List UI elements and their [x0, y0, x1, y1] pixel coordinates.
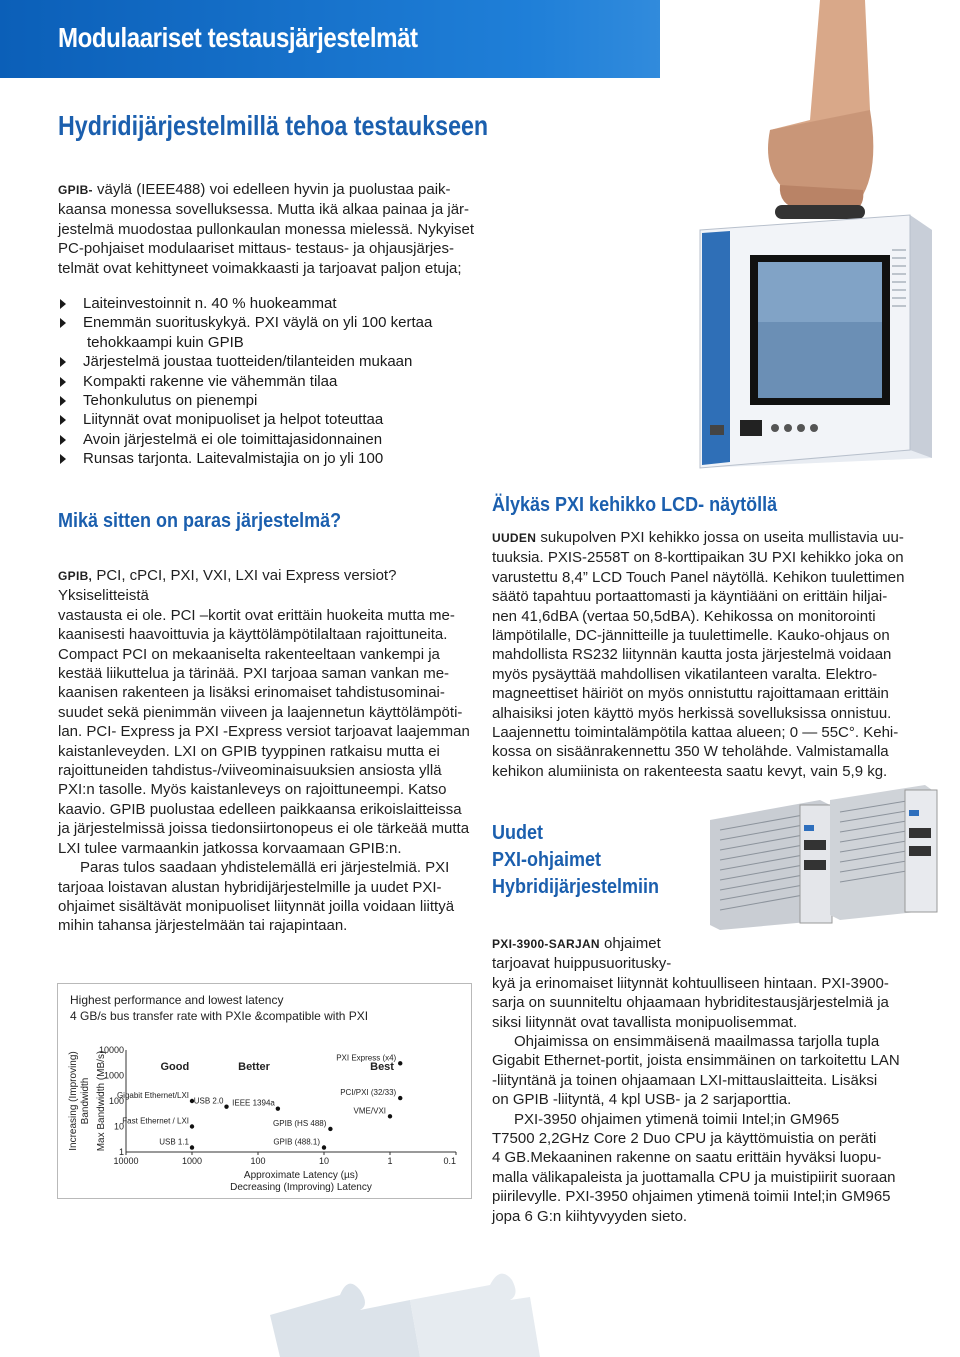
- section4-body: [492, 934, 912, 1226]
- arrow-right-icon: [60, 377, 66, 387]
- y-tick-label: 10: [113, 1121, 124, 1132]
- x-axis-label: Approximate Latency (µs): [243, 1170, 359, 1181]
- y-tick-label: 1: [118, 1147, 124, 1157]
- region-label: Best: [370, 1061, 394, 1073]
- data-point: [398, 1096, 402, 1100]
- data-point: [328, 1127, 332, 1131]
- data-point: [276, 1106, 280, 1110]
- point-label: PXI Express (x4): [336, 1053, 397, 1063]
- intro-lead: GPIB-: [58, 183, 93, 197]
- list-item: Enemmän suorituskykyä. PXI väylä on yli 100 kertaa tehokkaampi kuin GPIB: [58, 313, 498, 352]
- point-label: GPIB (488.1): [273, 1137, 320, 1147]
- x-tick-label: 100: [250, 1156, 266, 1166]
- region-label: Better: [238, 1061, 270, 1073]
- puzzle-decoration: [260, 1255, 540, 1357]
- point-label: USB 2.0: [193, 1096, 224, 1106]
- page-title: Modulaariset testausjärjestelmät: [58, 22, 418, 53]
- point-label: PCI/PXI (32/33): [340, 1088, 397, 1098]
- pxi-controllers-photo: [700, 780, 950, 930]
- y-axis-label-tertiary: Increasing (Improving): [68, 1051, 79, 1151]
- chart-svg: [58, 984, 471, 1198]
- y-tick-label: 1000: [103, 1070, 124, 1081]
- x-tick-label: 10000: [113, 1156, 139, 1166]
- point-label: Fast Ethernet / LXI: [122, 1116, 189, 1126]
- section4-paragraph: PXI-3900-SARJAN ohjaimet tarjoavat huippusuoritusky- kyä ja erinomaiset liitynnät kohtuulliseen hintaan. PXI-3900- sarja on suunniteltu ohjaamaan hybriditestausjärjestelmiä ja siksi liitynnät ovat tavallista monipuolisemmat. Ohjaimissa on ensimmäisenä maailmassa tarjolla tupla Gigabit Ethernet-portit, joista ensimmäinen on tarkoitettu LAN -liityntänä ja toinen ohjaamaan LXI-mittauslaitteita. Lisäksi on GPIB -liityntä, 4 kpl USB- ja 2 sarjaporttia. PXI-3950 ohjaimen ytimenä toimii Intel;in GM965 T7500 2,2GHz Core 2 Duo CPU ja käyttömuistia on peräti 4 GB.Mekaaninen rakenne on saatu erittäin hyväksi luopu- malla välikapaleista ja juottamalla CPU ja muistipiirit suoraan piirilevylle. PXI-3950 ohjaimen ytimenä toimii Intel;in GM965 jopa 6 G:n kiihtyvyyden sieto.: [492, 935, 900, 1225]
- chassis-photo: [660, 0, 960, 478]
- list-item: Liitynnät ovat monipuoliset ja helpot toteuttaa: [58, 410, 498, 429]
- arrow-right-icon: [60, 454, 66, 464]
- section3-heading: Älykäs PXI kehikko LCD- näytöllä: [492, 494, 778, 516]
- section3-paragraph: UUDEN sukupolven PXI kehikko jossa on useita mullistavia uu- tuuksia. PXIS-2558T on 8-korttipaikan 3U PXI kehikko joka on varustettu 8,4” LCD Touch Panel näytöllä. Kehikon tuulettimen säätö tapahtuu portaattomasti ja käyntiääni on erittäin hiljai- nen 41,6dBA (vertaa 50,5dBA). Kehikossa on monitorointi lämpötilalle, DC-jännitteille ja tuulettimelle. Kauko-ohjaus on mahdollista RS232 liitynnän kautta josta järjestelmä voidaan myös pysäyttää mahdollisen vikatilanteen varalta. Elektro- magneettiset häiriöt on myös onnistuttu rajoittamaan erittäin alhaisiksi joten käyttö myös herkissä sovelluksissa onnistuu. Laajennettu toimintalämpötila kattaa alueen; 0 — 55C°. Kehi- kossa on sisäänrakennettu 350 W teholähde. Valmistamalla kehikon alumiinista on rakenteesta saatu kevyt, vain 5,9 kg.: [492, 529, 905, 780]
- arrow-right-icon: [60, 415, 66, 425]
- section3-body: [492, 528, 907, 781]
- region-label: Good: [160, 1061, 190, 1073]
- section4-heading: Uudet PXI-ohjaimet Hybridijärjestelmiin: [492, 822, 660, 898]
- list-item: Järjestelmä joustaa tuotteiden/tilanteiden mukaan: [58, 352, 498, 371]
- data-point: [398, 1061, 402, 1065]
- chassis-illustration: [660, 0, 960, 478]
- section2-body: [58, 566, 473, 936]
- y-axis-label-secondary: Bandwidth: [80, 1077, 91, 1125]
- benefits-list: [58, 294, 498, 469]
- point-label: Gigabit Ethernet/LXI: [116, 1091, 189, 1100]
- section2-paragraph: GPIB, PCI, cPCI, PXI, VXI, LXI vai Express versiot? Yksiselitteistä vastausta ei ole. PCI –kortit ovat erittäin huokeita mutta me- kaanisesti haavoittuvia ja käyttölämpötilaltaan rajoittuneita. Compact PCI on mekaaniselta rakenteeltaan vankempi ja kestää liikuttelua ja tärinää. PXI tarjoaa saman vankan me- kaanisen rakenteen ja lisäksi erinomaiset tahdistusominai- suudet sekä pienimmän viiveen ja laajennetun käyttölämpöti- lan. PCI- Express ja PXI -Express versiot tarjoavat laajemman kaistanleveyden. LXI on GPIB tyyppinen ratkaisu mutta ei rajoittuneiden tahdistus-/viiveominaisuuksien ansiosta yllä PXI:n tasolle. Myös kaistanleveys on rajoittuneempi. Katso kaavio. GPIB puolustaa edelleen paikkaansa erikoislaitteissa ja järjestelmissä joissa tiedonsiirtonopeus ei ole tärkeää mutta LXI tulee varmaankin jatkossa korvaamaan GPIB:n. Paras tulos saadaan yhdistelemällä eri järjestelmiä. PXI tarjoaa loistavan alustan hybridijärjestelmille ja uudet PXI- ohjaimet sisältävät monipuoliset liitynnät joilla voidaan liittyä mihin tahansa järjestelmään tai rajapintaan.: [58, 567, 470, 935]
- list-item: Runsas tarjonta. Laitevalmistajia on jo yli 100: [58, 449, 498, 468]
- list-item: Avoin järjestelmä ei ole toimittajasidonnainen: [58, 430, 498, 449]
- data-point: [224, 1104, 228, 1108]
- list-item: Tehonkulutus on pienempi: [58, 391, 498, 410]
- data-point: [190, 1145, 194, 1149]
- arrow-right-icon: [60, 396, 66, 406]
- section2-heading: Mikä sitten on paras järjestelmä?: [58, 510, 342, 532]
- data-point: [388, 1114, 392, 1118]
- data-point: [190, 1099, 194, 1103]
- x-tick-label: 10: [318, 1156, 330, 1166]
- y-tick-label: 100: [108, 1096, 124, 1106]
- chart-subtitle: 4 GB/s bus transfer rate with PXIe &compatible with PXI: [70, 1009, 369, 1023]
- latency-bandwidth-chart: [57, 983, 472, 1199]
- point-label: GPIB (HS 488): [273, 1118, 327, 1128]
- x-axis-label-secondary: Decreasing (Improving) Latency: [230, 1182, 372, 1193]
- arrow-right-icon: [60, 299, 66, 309]
- section1-heading: Hydridijärjestelmillä tehoa testaukseen: [58, 110, 489, 141]
- point-label: USB 1.1: [159, 1137, 189, 1147]
- pxi-controllers-illustration: [700, 780, 950, 930]
- x-tick-label: 1000: [181, 1156, 203, 1166]
- arrow-right-icon: [60, 357, 66, 367]
- data-point: [190, 1124, 194, 1128]
- list-item: Kompakti rakenne vie vähemmän tilaa: [58, 372, 498, 391]
- y-axis-label: Max Bandwidth (MB/s): [96, 1050, 107, 1152]
- point-label: VME/VXI: [353, 1106, 386, 1116]
- arrow-right-icon: [60, 318, 66, 328]
- data-point: [322, 1145, 326, 1149]
- list-item: Laiteinvestoinnit n. 40 % huokeammat: [58, 294, 498, 313]
- section1-intro-paragraph: GPIB- väylä (IEEE488) voi edelleen hyvin ja puolustaa paik- kaansa monessa sovelluksessa. Mutta ikä alkaa painaa ja jär- jestelmä muodostaa pullonkaulan monessa mielessä. Nykyiset PC-pohjaiset modulaariset mittaus- testaus- ja ohjausjärjes- telmät ovat kehittyneet voimakkaasti ja tarjoavat paljon etuja;: [58, 181, 475, 277]
- x-tick-label: 1: [387, 1156, 393, 1166]
- x-tick-label: 0.1: [443, 1156, 456, 1166]
- section1-intro: [58, 180, 498, 278]
- chart-title: Highest performance and lowest latency: [70, 993, 284, 1007]
- point-label: IEEE 1394a: [232, 1098, 275, 1108]
- y-tick-label: 10000: [98, 1045, 124, 1055]
- arrow-right-icon: [60, 435, 66, 445]
